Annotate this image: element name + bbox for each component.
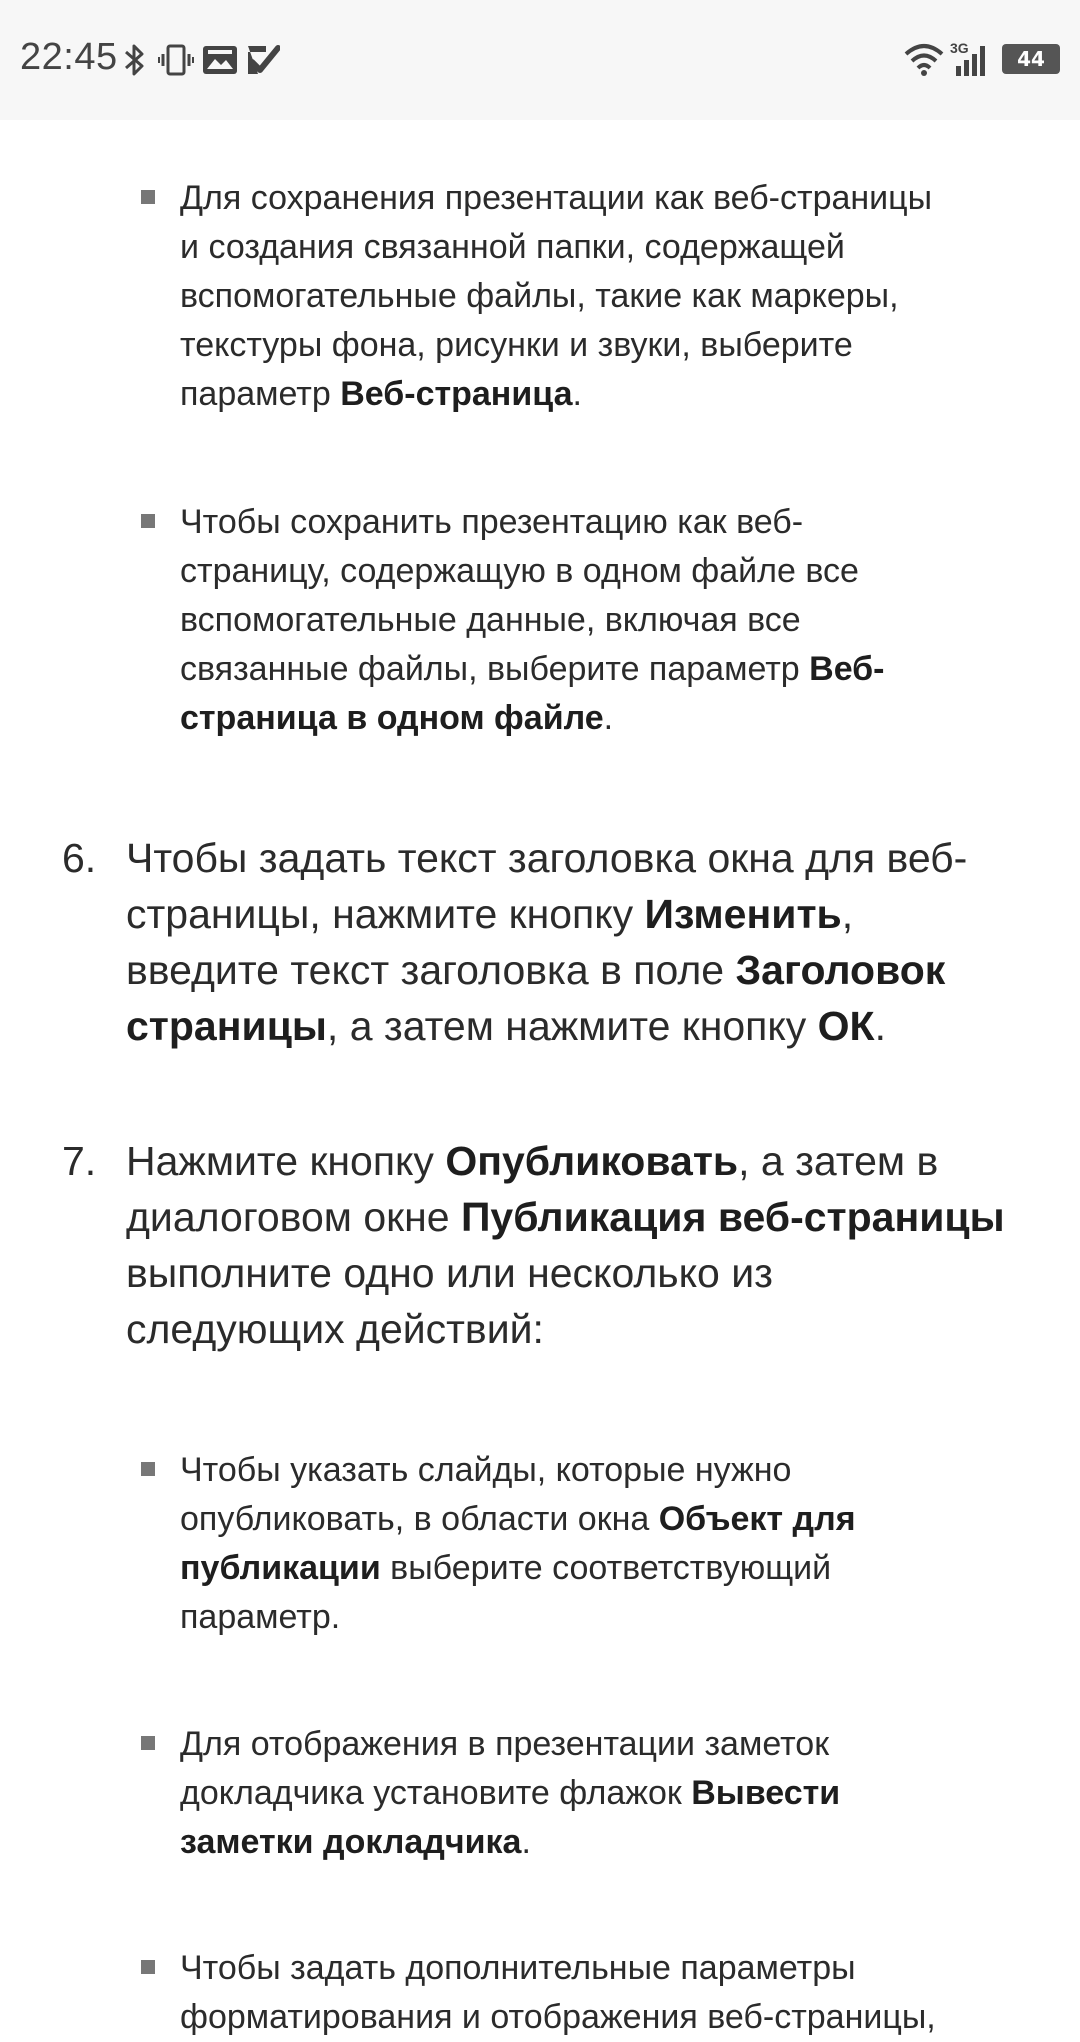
bullet-marker	[141, 1736, 155, 1750]
bullet-marker	[141, 514, 155, 528]
option-name: страница в одном файле	[180, 699, 604, 737]
option-name: Веб-	[809, 650, 885, 688]
list-item: Чтобы сохранить презентацию как веб- страницу, содержащую в одном файле все вспомогательные данные, включая все связанные файлы, выберите параметр Веб- страница в одном файле.	[180, 503, 885, 737]
dialog-name: Публикация веб-страницы	[460, 1194, 1005, 1240]
status-time: 22:45	[20, 36, 118, 78]
wifi-icon	[904, 42, 944, 76]
step-number: 6.	[62, 835, 97, 881]
option-name: Вывести	[691, 1774, 841, 1812]
option-name: Веб-страница	[340, 375, 573, 413]
list-item: Чтобы задать дополнительные параметры форматирования и отображения веб-страницы,	[180, 1949, 936, 2036]
list-item: Нажмите кнопку Опубликовать, а затем в диалоговом окне Публикация веб-страницы выполните одно или несколько из следующих действий:	[126, 1138, 1005, 1352]
list-item: Для сохранения презентации как веб-страницы и создания связанной папки, содержащей вспомогательные файлы, такие как маркеры, текстуры фона, рисунки и звуки, выберите параметр Веб-страница.	[180, 179, 933, 413]
bluetooth-icon	[122, 42, 148, 78]
list-item: Для отображения в презентации заметок докладчика установите флажок Вывести заметки докладчика.	[180, 1725, 841, 1861]
list-item: Чтобы задать текст заголовка окна для веб- страницы, нажмите кнопку Изменить, введите текст заголовка в поле Заголовок страницы, а затем нажмите кнопку ОК.	[126, 835, 968, 1049]
bullet-marker	[141, 190, 155, 204]
button-name: Опубликовать	[445, 1138, 739, 1184]
button-name: Изменить	[644, 891, 842, 937]
battery-level: 44	[1017, 47, 1045, 71]
battery-icon	[1002, 44, 1060, 74]
field-name: страницы	[126, 1003, 327, 1049]
task-check-icon	[246, 42, 280, 78]
status-bar	[0, 0, 1080, 120]
image-icon	[202, 44, 238, 76]
option-name: Объект для	[658, 1500, 856, 1538]
bullet-marker	[141, 1462, 155, 1476]
bullet-marker	[141, 1960, 155, 1974]
list-item: Чтобы указать слайды, которые нужно опубликовать, в области окна Объект для публикации выберите соответствующий параметр.	[180, 1451, 856, 1636]
vibrate-icon	[158, 42, 194, 78]
button-name: ОК	[817, 1003, 875, 1049]
step-number: 7.	[62, 1138, 97, 1184]
network-type-label: 3G	[950, 40, 969, 56]
option-name: заметки докладчика	[180, 1823, 522, 1861]
option-name: публикации	[180, 1549, 381, 1587]
cell-signal-icon	[954, 44, 990, 76]
field-name: Заголовок	[735, 947, 946, 993]
